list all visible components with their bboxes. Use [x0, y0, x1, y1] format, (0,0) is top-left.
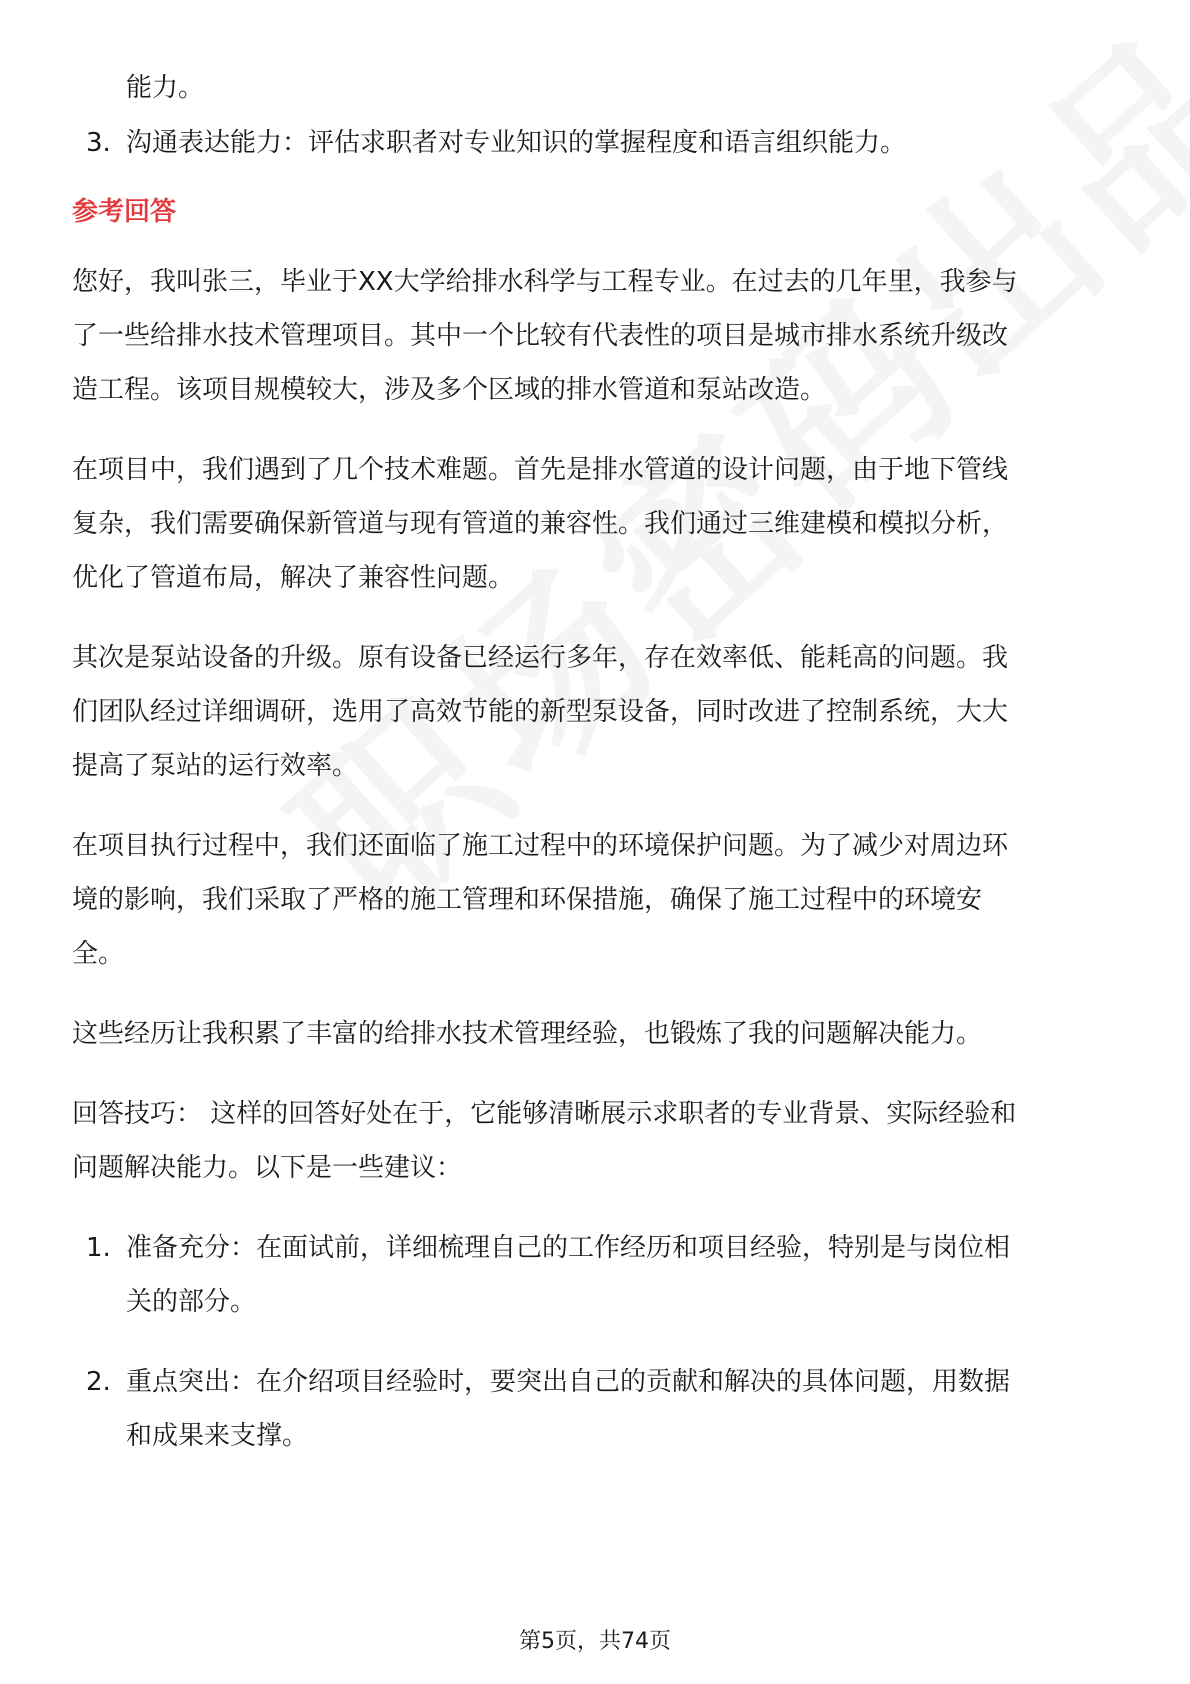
- section-heading: 参考回答: [72, 197, 177, 227]
- paragraph-line: 优化了管道布局，解决了兼容性问题。: [72, 563, 515, 593]
- paragraph-line: 复杂，我们需要确保新管道与现有管道的兼容性。我们通过三维建模和模拟分析，: [72, 509, 1009, 539]
- paragraph-line: 们团队经过详细调研，选用了高效节能的新型泵设备，同时改进了控制系统，大大: [72, 697, 1009, 727]
- paragraph-line: 这些经历让我积累了丰富的给排水技术管理经验，也锻炼了我的问题解决能力。: [72, 1019, 983, 1049]
- list-item-text: 沟通表达能力：评估求职者对专业知识的掌握程度和语言组织能力。: [126, 128, 907, 158]
- list-number: 3.: [86, 128, 111, 158]
- paragraph-line: 境的影响，我们采取了严格的施工管理和环保措施，确保了施工过程中的环境安: [72, 885, 983, 915]
- paragraph-line: 造工程。该项目规模较大，涉及多个区域的排水管道和泵站改造。: [72, 375, 827, 405]
- list-item-text: 关的部分。: [126, 1287, 257, 1317]
- paragraph-line: 提高了泵站的运行效率。: [72, 751, 359, 781]
- paragraph-line: 问题解决能力。以下是一些建议：: [72, 1153, 463, 1183]
- list-number: 2.: [86, 1367, 111, 1397]
- paragraph-line: 了一些给排水技术管理项目。其中一个比较有代表性的项目是城市排水系统升级改: [72, 321, 1009, 351]
- paragraph-line: 回答技巧： 这样的回答好处在于，它能够清晰展示求职者的专业背景、实际经验和: [72, 1099, 1017, 1129]
- paragraph-line: 在项目执行过程中，我们还面临了施工过程中的环境保护问题。为了减少对周边环: [72, 831, 1009, 861]
- paragraph-line: 在项目中，我们遇到了几个技术难题。首先是排水管道的设计问题，由于地下管线: [72, 455, 1009, 485]
- list-item-text: 重点突出：在介绍项目经验时，要突出自己的贡献和解决的具体问题，用数据: [126, 1367, 1011, 1397]
- paragraph-line: 全。: [72, 939, 125, 969]
- list-item-text: 准备充分：在面试前，详细梳理自己的工作经历和项目经验，特别是与岗位相: [126, 1233, 1011, 1263]
- list-item-text: 和成果来支撑。: [126, 1421, 309, 1451]
- list-item-continuation: 能力。: [126, 73, 205, 103]
- paragraph-line: 您好，我叫张三，毕业于XX大学给排水科学与工程专业。在过去的几年里，我参与: [72, 267, 1018, 297]
- paragraph-line: 其次是泵站设备的升级。原有设备已经运行多年，存在效率低、能耗高的问题。我: [72, 643, 1009, 673]
- page-number-footer: 第5页，共74页: [519, 1629, 671, 1654]
- list-number: 1.: [86, 1233, 111, 1263]
